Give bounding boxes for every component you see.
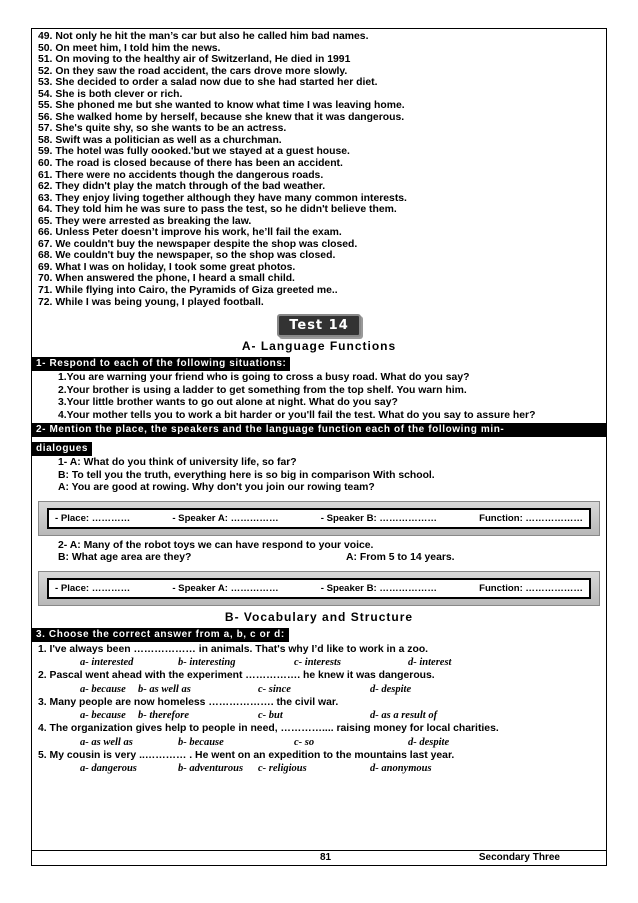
choice-a[interactable]: a- because bbox=[80, 710, 126, 722]
page-number: 81 bbox=[320, 852, 332, 863]
dialogue-1-line-1: 1- A: What do you think of university life, so far? bbox=[58, 457, 297, 469]
situation-3: 3.Your little brother wants to go out alone at night. What do you say? bbox=[58, 397, 398, 409]
question-3-heading: 3. Choose the correct answer from a, b, c or d: bbox=[32, 628, 289, 642]
mcq-stem: 4. The organization gives help to people in need, ………….... raising money for local charities. bbox=[38, 723, 499, 735]
section-b-title: B- Vocabulary and Structure bbox=[224, 609, 414, 624]
place-blank: - Place: ………… bbox=[55, 512, 131, 524]
worksheet-page bbox=[31, 28, 607, 866]
mcq-stem: 3. Many people are now homeless ………………. the civil war. bbox=[38, 696, 339, 708]
mcq-choices bbox=[32, 656, 606, 669]
sentence-51: 51. On moving to the healthy air of Switzerland, He died in 1991 bbox=[38, 54, 351, 66]
mcq-item bbox=[32, 749, 606, 776]
sentence-71: 71. While flying into Cairo, the Pyramids of Giza greeted me.. bbox=[38, 285, 338, 297]
speaker-b-blank: - Speaker B: ……………… bbox=[320, 512, 437, 524]
choice-b[interactable]: b- therefore bbox=[138, 710, 190, 722]
situation-1: 1.You are warning your friend who is going to cross a busy road. What do you say? bbox=[58, 372, 470, 384]
choice-a[interactable]: a- interested bbox=[80, 657, 134, 669]
choice-b[interactable]: b- as well as bbox=[138, 683, 191, 695]
sentence-60: 60. The road is closed because of there has been an accident. bbox=[38, 158, 343, 170]
choice-d[interactable]: d- as a result of bbox=[370, 710, 438, 722]
choice-a[interactable]: a- because bbox=[80, 683, 126, 695]
mcq-item bbox=[32, 722, 606, 749]
choice-d[interactable]: d- anonymous bbox=[370, 763, 432, 775]
choice-c[interactable]: c- religious bbox=[258, 763, 307, 775]
sentence-50: 50. On meet him, I told him the news. bbox=[38, 42, 221, 54]
test-badge: Test 14 bbox=[277, 314, 361, 337]
sentence-66: 66. Unless Peter doesn’t improve his work, he’ll fail the exam. bbox=[38, 227, 342, 239]
sentence-57: 57. She's quite shy, so she wants to be an actress. bbox=[38, 123, 287, 135]
sentence-56: 56. She walked home by herself, because she knew that it was dangerous. bbox=[38, 111, 405, 123]
speaker-b-blank: - Speaker B: ……………… bbox=[320, 582, 437, 594]
sentence-70: 70. When answered the phone, I heard a small child. bbox=[38, 273, 295, 285]
mcq-item bbox=[32, 669, 606, 696]
mcq-choices bbox=[32, 736, 606, 749]
dialogue-2-answer-panel bbox=[38, 571, 600, 606]
mcq-item bbox=[32, 696, 606, 723]
sentence-68: 68. We couldn't buy the newspaper, so the shop was closed. bbox=[38, 250, 336, 262]
section-a-title: A- Language Functions bbox=[241, 339, 397, 354]
series-label: Secondary Three bbox=[478, 852, 560, 863]
mcq-choices bbox=[32, 762, 606, 775]
choice-b[interactable]: b- adventurous bbox=[178, 763, 244, 775]
sentence-65: 65. They were arrested as breaking the law. bbox=[38, 215, 252, 227]
dialogue-2-line-2-right: A: From 5 to 14 years. bbox=[346, 552, 455, 564]
choice-a[interactable]: a- as well as bbox=[80, 736, 133, 748]
mcq-choices bbox=[32, 683, 606, 696]
choice-b[interactable]: b- because bbox=[178, 736, 224, 748]
sentence-62: 62. They didn't play the match through of the bad weather. bbox=[38, 181, 326, 193]
sentence-72: 72. While I was being young, I played football. bbox=[38, 296, 264, 308]
choice-b[interactable]: b- interesting bbox=[178, 657, 236, 669]
page-footer bbox=[32, 850, 606, 865]
sentence-52: 52. On they saw the road accident, the cars drove more slowly. bbox=[38, 65, 348, 77]
sentence-61: 61. There were no accidents though the dangerous roads. bbox=[38, 169, 324, 181]
sentence-64: 64. They told him he was sure to pass the test, so he didn't believe them. bbox=[38, 204, 397, 216]
dialogue-1-answer-panel bbox=[38, 501, 600, 536]
test-badge-area bbox=[32, 314, 606, 337]
sentence-55: 55. She phoned me but she wanted to know what time I was leaving home. bbox=[38, 100, 405, 112]
choice-d[interactable]: d- interest bbox=[408, 657, 452, 669]
sentence-59: 59. The hotel was fully oooked.'but we stayed at a guest house. bbox=[38, 146, 350, 158]
sentence-list bbox=[32, 29, 606, 308]
dialogue-2-line-1: 2- A: Many of the robot toys we can have respond to your voice. bbox=[58, 539, 374, 551]
mcq-stem: 1. I've always been ……………… in animals. That's why I’d like to work in a zoo. bbox=[38, 643, 429, 655]
situation-2: 2.Your brother is using a ladder to get something from the top shelf. You warn him. bbox=[58, 384, 467, 396]
question-2-heading: 2- Mention the place, the speakers and the language function each of the following min- bbox=[32, 423, 606, 437]
sentence-63: 63. They enjoy living together although they have many common interests. bbox=[38, 192, 407, 204]
speaker-a-blank: - Speaker A: …………… bbox=[172, 512, 279, 524]
sentence-69: 69. What I was on holiday, I took some great photos. bbox=[38, 261, 296, 273]
mcq-stem: 2. Pascal went ahead with the experiment ……………. he knew it was dangerous. bbox=[38, 670, 435, 682]
sentence-49: 49. Not only he hit the man’s car but also he called him bad names. bbox=[38, 31, 369, 42]
dialogue-1-answer-box[interactable] bbox=[47, 508, 591, 529]
situation-4: 4.Your mother tells you to work a bit harder or you'll fail the test. What do you say to assure her? bbox=[58, 409, 536, 421]
sentence-53: 53. She decided to order a salad now due to she had started her diet. bbox=[38, 77, 378, 89]
question-1-heading: 1- Respond to each of the following situations: bbox=[32, 357, 290, 371]
choice-d[interactable]: d- despite bbox=[408, 736, 450, 748]
choice-a[interactable]: a- dangerous bbox=[80, 763, 137, 775]
mcq-item bbox=[32, 643, 606, 670]
sentence-54: 54. She is both clever or rich. bbox=[38, 88, 183, 100]
dialogue-2-answer-box[interactable] bbox=[47, 578, 591, 599]
sentence-67: 67. We couldn't buy the newspaper despite the shop was closed. bbox=[38, 238, 358, 250]
mcq-choices bbox=[32, 709, 606, 722]
sentence-58: 58. Swift was a politician as well as a churchman. bbox=[38, 134, 282, 146]
choice-d[interactable]: d- despite bbox=[370, 683, 412, 695]
choice-c[interactable]: c- so bbox=[294, 736, 315, 748]
choice-c[interactable]: c- since bbox=[258, 683, 291, 695]
place-blank: - Place: ………… bbox=[55, 582, 131, 594]
choice-c[interactable]: c- interests bbox=[294, 657, 341, 669]
choice-c[interactable]: c- but bbox=[258, 710, 283, 722]
question-2-heading-cont: dialogues bbox=[32, 442, 92, 456]
dialogue-1-line-3: A: You are good at rowing. Why don't you join our rowing team? bbox=[58, 482, 375, 494]
mcq-list bbox=[32, 643, 606, 776]
function-blank: Function: ……………… bbox=[479, 582, 583, 594]
mcq-stem: 5. My cousin is very ..………… . He went on an expedition to the mountains last year. bbox=[38, 749, 455, 761]
function-blank: Function: ……………… bbox=[479, 512, 583, 524]
dialogue-2-line-2 bbox=[32, 552, 606, 565]
dialogue-2-line-2-left: B: What age area are they? bbox=[58, 552, 192, 564]
speaker-a-blank: - Speaker A: …………… bbox=[172, 582, 279, 594]
dialogue-1-line-2: B: To tell you the truth, everything here is so big in comparison With school. bbox=[58, 469, 435, 481]
